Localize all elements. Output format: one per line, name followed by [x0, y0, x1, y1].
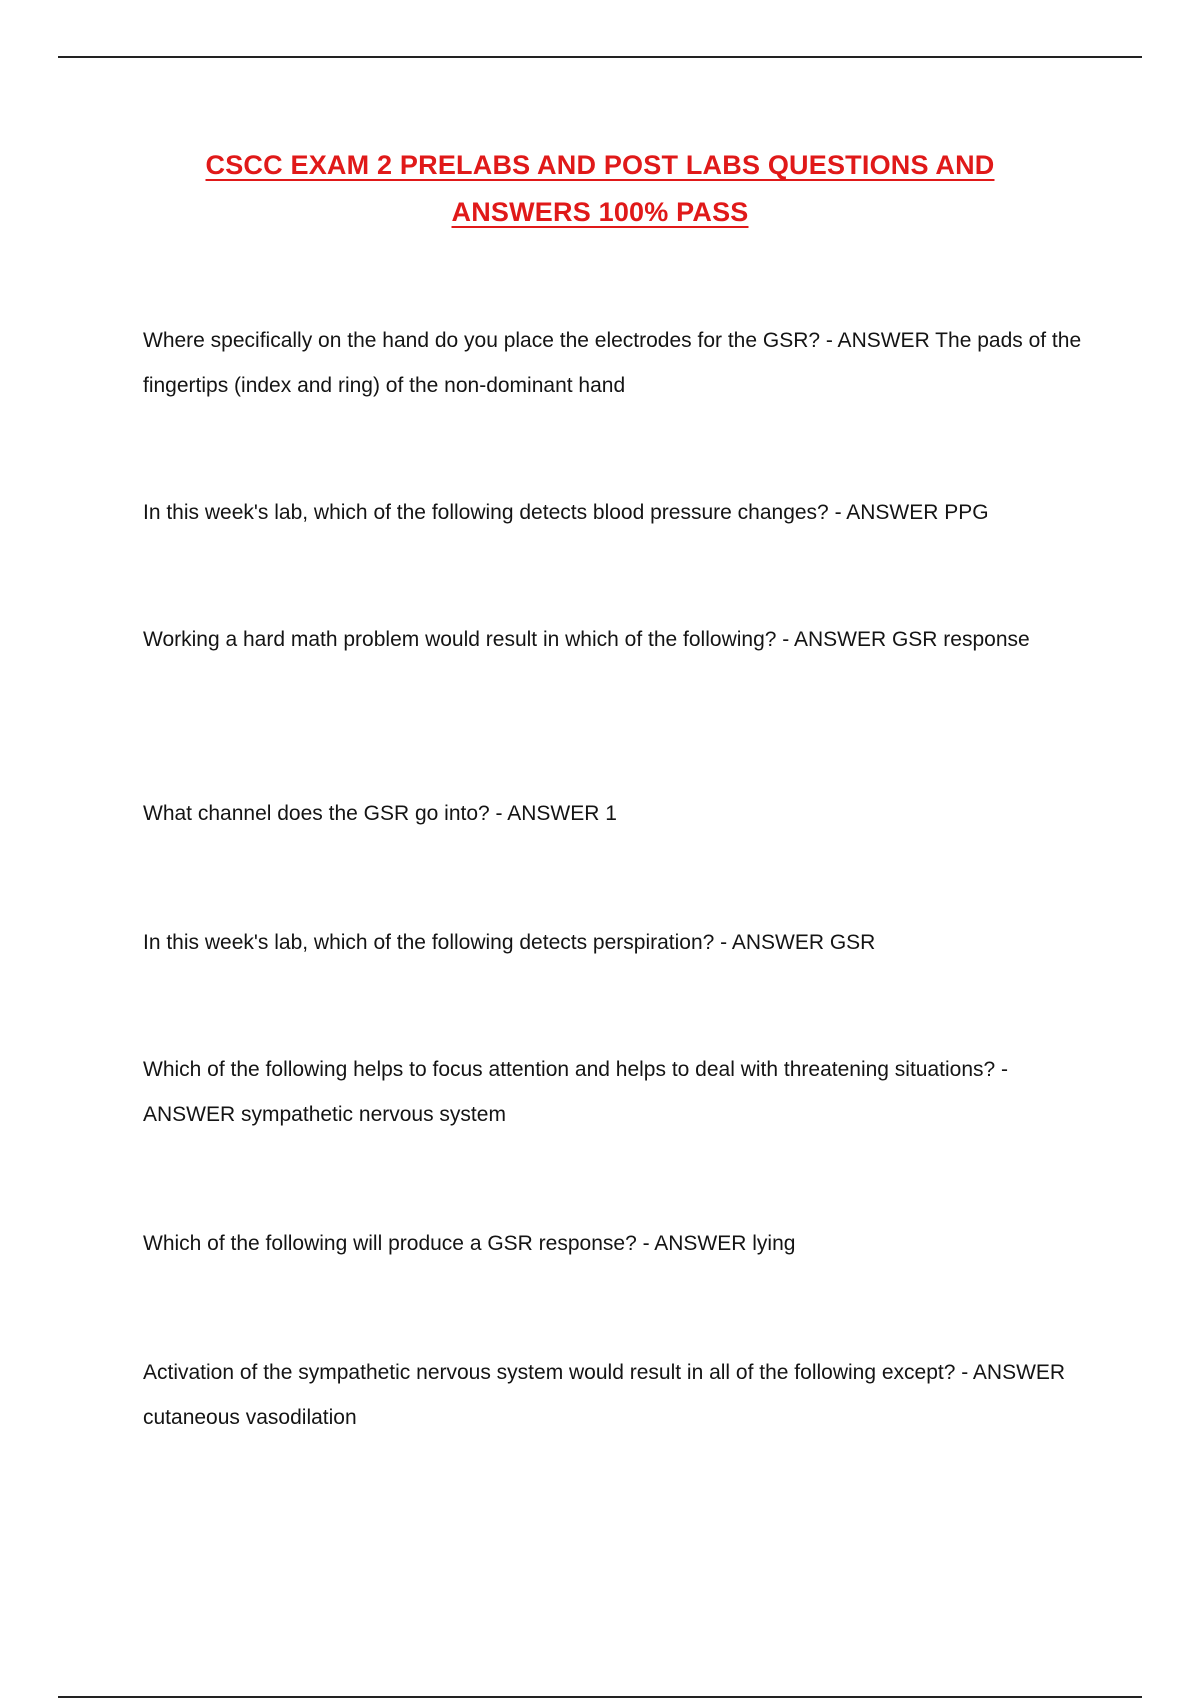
footer-rule	[58, 1696, 1142, 1698]
qa-item-2: In this week's lab, which of the following detects blood pressure changes? - ANSWER PPG	[143, 501, 989, 524]
qa-item-5: In this week's lab, which of the following detects perspiration? - ANSWER GSR	[143, 931, 876, 954]
document-title	[100, 142, 1100, 236]
qa-item-1: Where specifically on the hand do you place the electrodes for the GSR? - ANSWER The pads of the fingertips (index and ring) of the non-dominant hand	[143, 329, 1082, 397]
document-title-line-2: ANSWERS 100% PASS	[451, 197, 749, 227]
qa-item-7: Which of the following will produce a GSR response? - ANSWER lying	[143, 1232, 796, 1255]
qa-item-4: What channel does the GSR go into? - ANSWER 1	[143, 802, 617, 825]
qa-item-6: Which of the following helps to focus attention and helps to deal with threatening situations? - ANSWER sympathetic nervous system	[143, 1058, 1009, 1126]
header-rule	[58, 56, 1142, 58]
document-title-line-1: CSCC EXAM 2 PRELABS AND POST LABS QUESTIONS AND	[205, 150, 995, 180]
qa-item-3: Working a hard math problem would result in which of the following? - ANSWER GSR response	[143, 628, 1030, 651]
qa-item-8: Activation of the sympathetic nervous system would result in all of the following except? - ANSWER cutaneous vasodilation	[143, 1361, 1066, 1429]
